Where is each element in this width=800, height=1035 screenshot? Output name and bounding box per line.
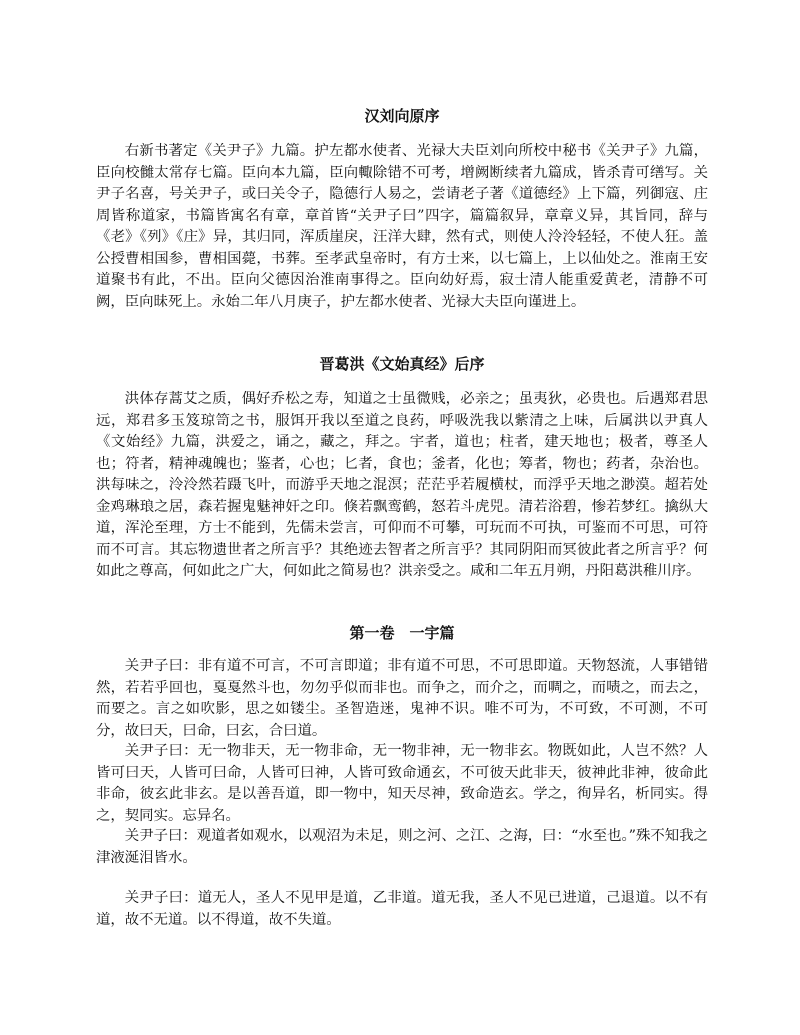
paragraph: 关尹子曰：观道者如观水，以观沼为未足，则之河、之江、之海，曰：“水至也。”殊不知我之津液涎泪皆水。 bbox=[96, 828, 708, 866]
paragraph: 关尹子曰：无一物非天，无一物非命，无一物非神，无一物非玄。物既如此，人岂不然？人皆可曰天，人皆可曰命，人皆可曰神，人皆可致命通玄，不可彼天此非天，彼神此非神，彼命此非命，彼玄此非玄。是以善吾道，即一物中，知天尽神，致命造玄。学之，徇异名，析同实。得之，契同实。忘异名。 bbox=[96, 743, 708, 824]
paragraph: 关尹子曰：非有道不可言，不可言即道；非有道不可思，不可思即道。天物怒流，人事错错然，若若乎回也，戛戛然斗也，勿勿乎似而非也。而争之，而介之，而啁之，而啧之，而去之，而要之。言之如吹影，思之如镂尘。圣智造迷，鬼神不识。唯不可为，不可致，不可测，不可分，故曰天，曰命，曰玄，合曰道。 bbox=[96, 658, 708, 739]
section-title-chapter-1: 第一卷 一宇篇 bbox=[349, 624, 455, 642]
paragraph: 右新书著定《关尹子》九篇。护左都水使者、光禄大夫臣刘向所校中秘书《关尹子》九篇，臣向校雠太常存七篇。臣向本九篇，臣向輙除错不可考，增阙断续者九篇成，皆杀青可缮写。关尹子名喜，号关尹子，或曰关令子，隐德行人易之，尝请老子著《道德经》上下篇，列御寇、庄周皆称道家，书篇皆寓名有章，章首皆“关尹子曰”四字，篇篇叙异，章章义异，其旨同，辞与《老》《列》《庄》异，其归同，浑质崖戾，汪洋大肆，然有式，则使人泠泠轻轻，不使人狂。盖公授曹相国参，曹相国薨，书葬。至孝武皇帝时，有方士来，以七篇上，上以仙处之。淮南王安道聚书有此，不出。臣向父德因治淮南事得之。臣向幼好焉，寂士清人能重爱黄老，清静不可阙，臣向昧死上。永始二年八月庚子，护左都水使者、光禄大夫臣向谨进上。 bbox=[96, 143, 708, 310]
paragraph: 洪体存蒿艾之质，偶好乔松之寿，知道之士虽微贱，必亲之；虽夷狄，必贵也。后遇郑君思远，郑君多玉笈琼笥之书，服饵开我以至道之良药，呼吸洗我以紫清之上味，后属洪以尹真人《文始经》九篇，洪爱之，诵之，藏之，拜之。宇者，道也；柱者，建天地也；极者，尊圣人也；符者，精神魂魄也；鉴者，心也；匕者，食也；釜者，化也；筹者，物也；药者，杂治也。洪每味之，泠泠然若蹑飞叶，而游乎天地之混溟；茫茫乎若履横杖，而浮乎天地之渺漠。超若处金鸡琳琅之居，森若握鬼魅神奸之印。倏若飘鸾鹤，怒若斗虎兕。清若浴碧，惨若梦红。擒纵大道，浑沦至理，方士不能到，先儒未尝言，可仰而不可攀，可玩而不可执，可鉴而不可思，可符而不可言。其忘物遗世者之所言乎？其绝迹去智者之所言乎？其同阴阳而冥彼此者之所言乎？何如此之尊高，何如此之广大，何如此之简易也？洪亲受之。咸和二年五月朔，丹阳葛洪稚川序。 bbox=[96, 391, 708, 579]
section-title-preface-liu-xiang: 汉刘向原序 bbox=[364, 107, 440, 125]
section-title-postface-ge-hong: 晋葛洪《文始真经》后序 bbox=[319, 355, 485, 373]
paragraph: 关尹子曰：道无人，圣人不见甲是道，乙非道。道无我，圣人不见已进道，己退道。以不有道，故不无道。以不得道，故不失道。 bbox=[96, 890, 708, 928]
